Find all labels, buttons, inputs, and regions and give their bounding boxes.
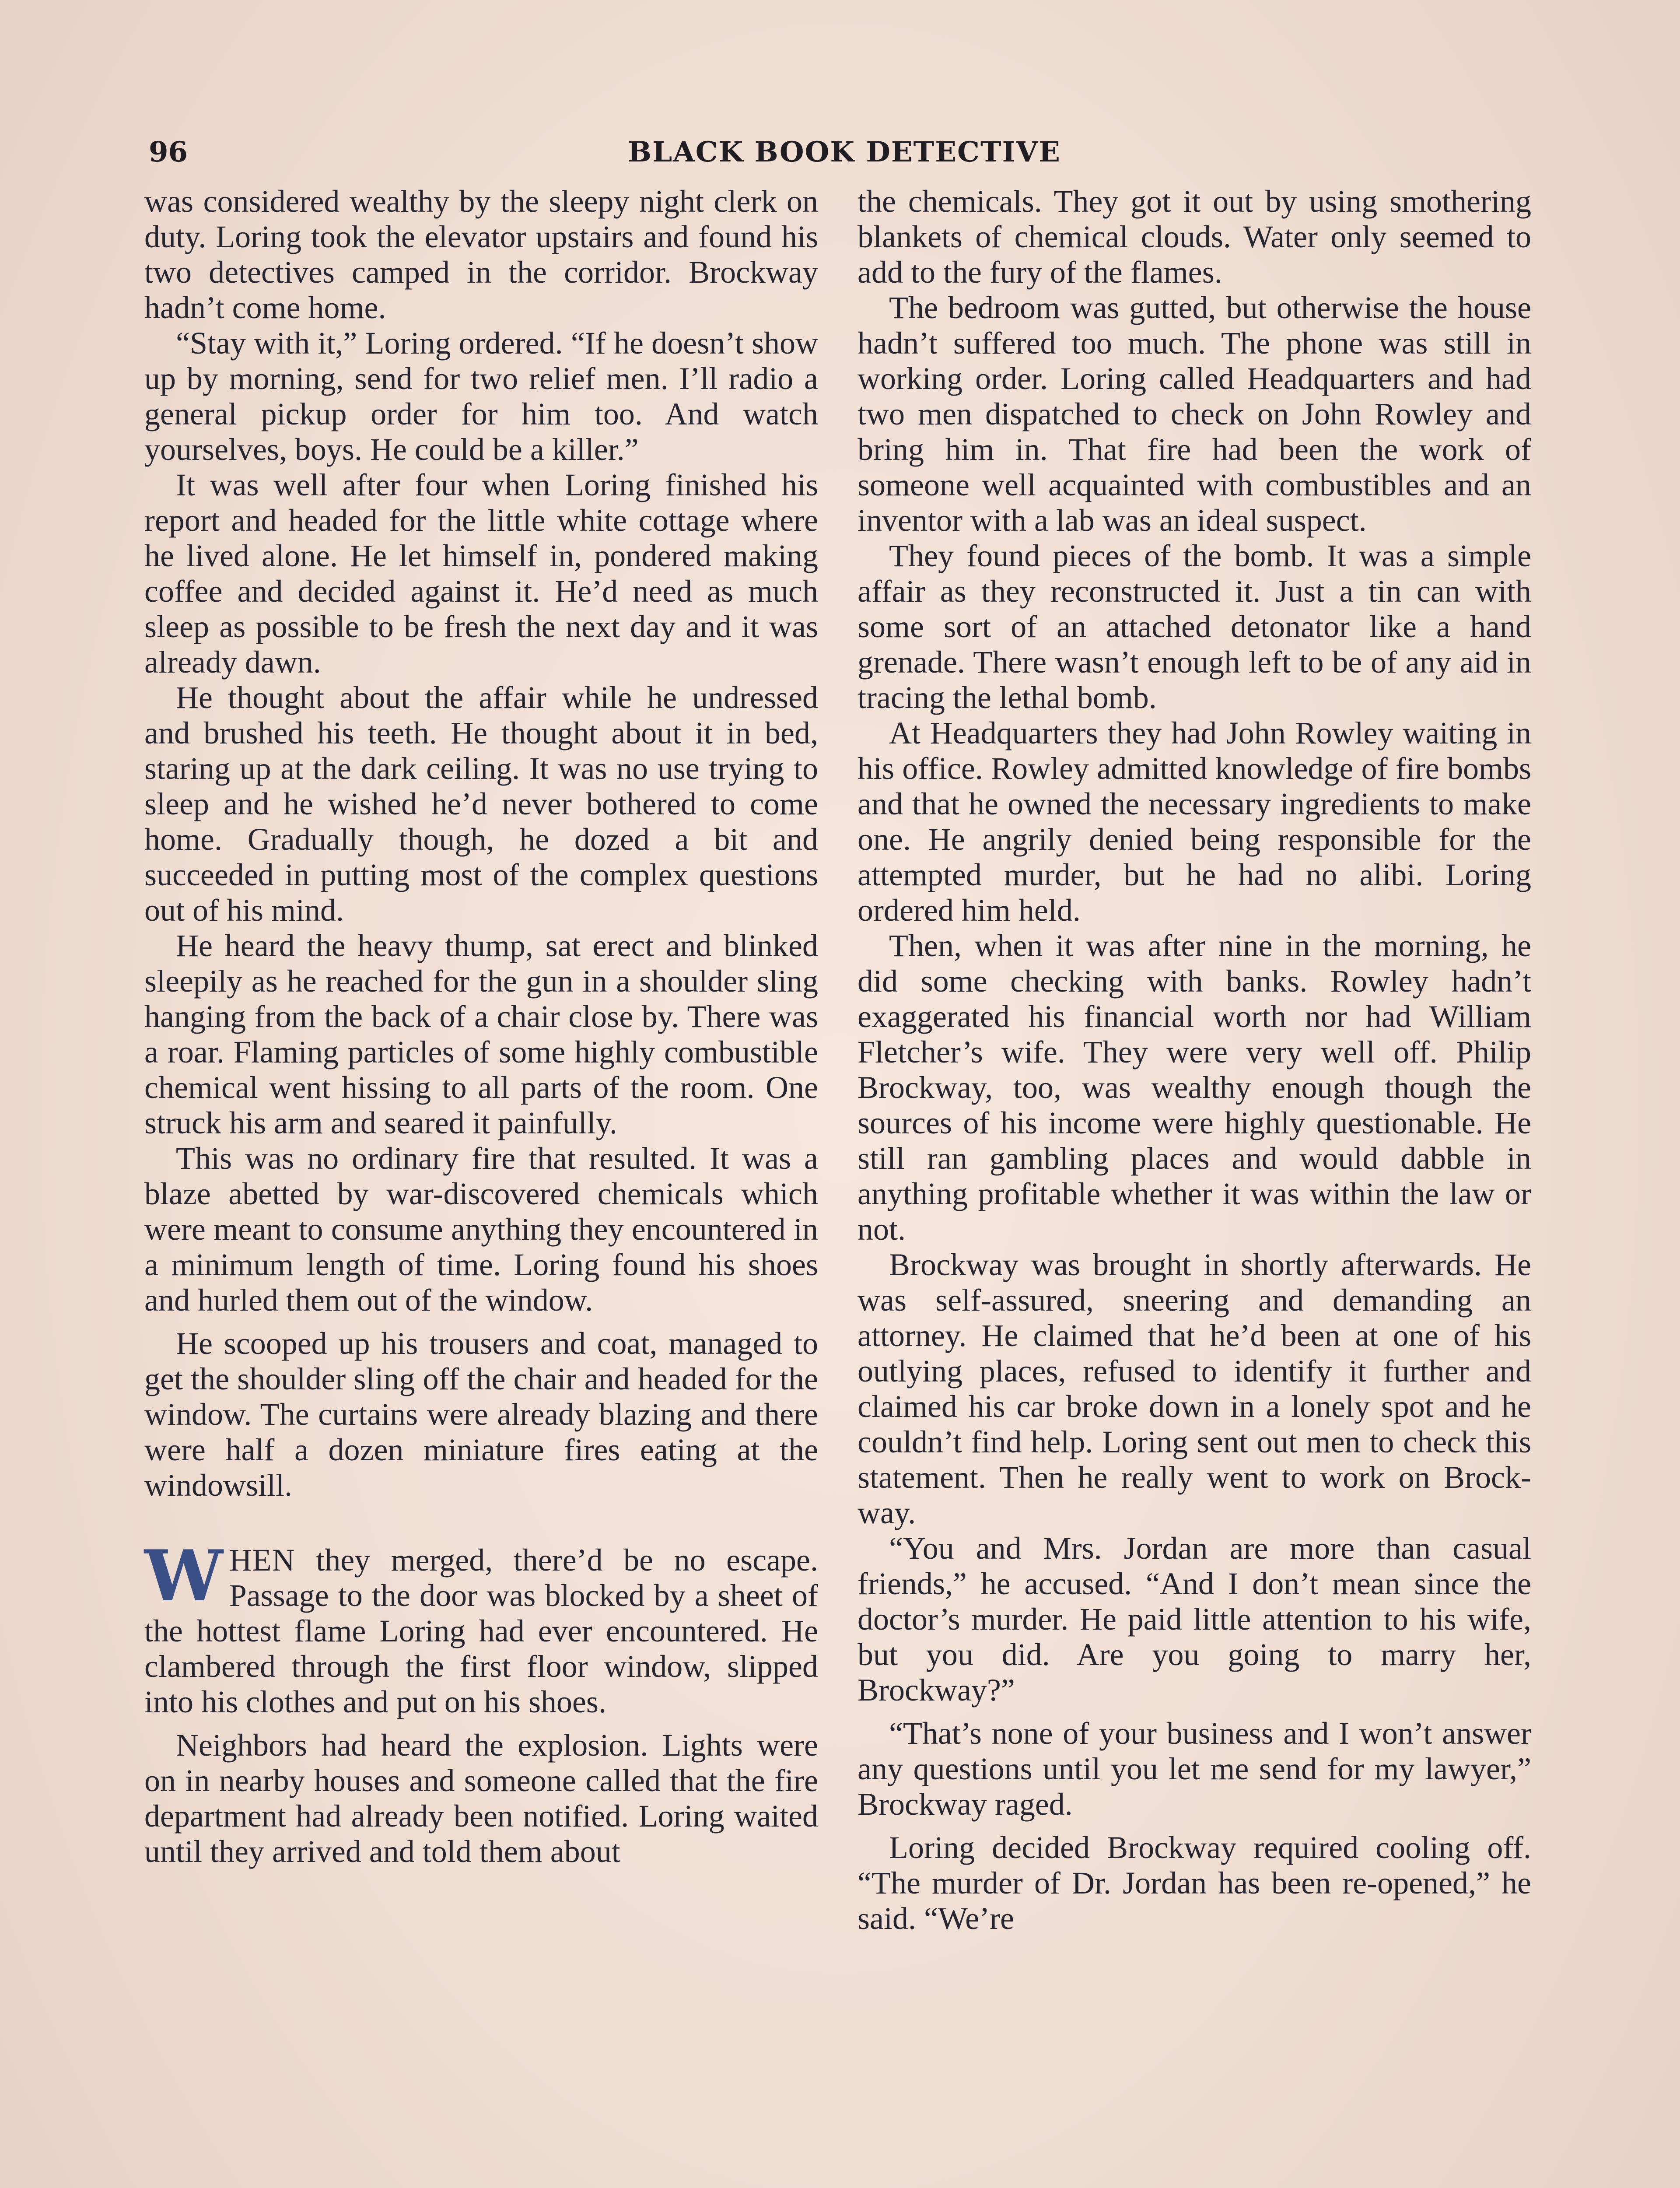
paragraph: It was well after four when Loring finished his report and headed for the little white cottage where he lived alone. He let himself in, pondered making coffee and decided against it. He’d need as much sleep as possible to be fresh the next day and it was already dawn. [144,467,818,680]
paragraph: At Headquarters they had John Rowley waiting in his office. Rowley admitted knowledge of fire bombs and that he owned the necessary ingredients to make one. He angrily denied being responsible for the attempted murder, but he had no alibi. Loring ordered him held. [858,715,1531,928]
paragraph: Then, when it was after nine in the morning, he did some checking with banks. Rowley hadn’t exaggerated his financial worth nor had William Fletcher’s wife. They were very well off. Philip Brockway, too, was wealthy enough though the sources of his income were highly questionable. He still ran gambling places and would dabble in anything profitable whether it was within the law or not. [858,928,1531,1247]
lead-in-word: HEN [229,1543,295,1578]
paragraph: “That’s none of your business and I won’t answer any questions until you let me send for my lawyer,” Brockway raged. [858,1716,1531,1822]
paragraph: “Stay with it,” Loring ordered. “If he doesn’t show up by morning, send for two relief men. I’ll radio a general pickup order for him too. And watch yourselves, boys. He could be a killer.” [144,326,818,467]
paragraph: He scooped up his trousers and coat, managed to get the shoulder sling off the chair and headed for the window. The curtains were already blazing and there were half a dozen miniature fires eating at the windowsill. [144,1326,818,1503]
paragraph-text: they merged, there’d be no escape. Passage to the door was blocked by a sheet of the hottest flame Loring had ever encountered. He clambered through the first floor window, slipped into his clothes and put on his shoes. [144,1543,818,1719]
left-column [144,184,818,1869]
paragraph: Neighbors had heard the explosion. Lights were on in nearby houses and someone called that the fire department had already been notified. Loring waited until they arrived and told them about [144,1728,818,1869]
paragraph: They found pieces of the bomb. It was a simple affair as they reconstructed it. Just a tin can with some sort of an attached detonator like a hand grenade. There wasn’t enough left to be of any aid in tracing the lethal bomb. [858,538,1531,715]
running-title: BLACK BOOK DETECTIVE [628,136,1061,168]
paragraph: was considered wealthy by the sleepy night clerk on duty. Loring took the elevator upstairs and found his two detectives camped in the corridor. Brockway hadn’t come home. [144,184,818,325]
paragraph: “You and Mrs. Jordan are more than casual friends,” he accused. “And I don’t mean since the doctor’s murder. He paid little attention to his wife, but you did. Are you going to marry her, Brockway?” [858,1531,1531,1708]
paragraph: Loring decided Brockway required cooling off. “The murder of Dr. Jordan has been re-opened,” he said. “We’re [858,1830,1531,1936]
drop-cap: W [144,1535,223,1617]
right-column [858,184,1531,1936]
paragraph: Brockway was brought in shortly afterwards. He was self-assured, sneering and demanding an attorney. He claimed that he’d been at one of his outlying places, refused to identify it further and claimed his car broke down in a lonely spot and he couldn’t find help. Loring sent out men to check this statement. Then he really went to work on Brockway. [858,1247,1531,1530]
paragraph: The bedroom was gutted, but otherwise the house hadn’t suffered too much. The phone was still in working order. Loring called Headquarters and had two men dispatched to check on John Rowley and bring him in. That fire had been the work of someone well acquainted with combustibles and an inventor with a lab was an ideal suspect. [858,290,1531,538]
page-header [144,136,1544,175]
paragraph: He heard the heavy thump, sat erect and blinked sleepily as he reached for the gun in a shoulder sling hanging from the back of a chair close by. There was a roar. Flaming particles of some highly combustible chemical went hissing to all parts of the room. One struck his arm and seared it painfully. [144,928,818,1140]
paragraph: the chemicals. They got it out by using smothering blankets of chemical clouds. Water only seemed to add to the fury of the flames. [858,184,1531,290]
page-number: 96 [149,136,188,168]
paragraph: This was no ordinary fire that resulted. It was a blaze abetted by war-discovered chemicals which were meant to consume anything they encountered in a minimum length of time. Loring found his shoes and hurled them out of the window. [144,1141,818,1318]
paragraph: He thought about the affair while he undressed and brushed his teeth. He thought about it in bed, staring up at the dark ceiling. It was no use trying to sleep and he wished he’d never bothered to come home. Gradually though, he dozed a bit and succeeded in putting most of the complex questions out of his mind. [144,680,818,928]
section-opening-paragraph [144,1535,818,1720]
